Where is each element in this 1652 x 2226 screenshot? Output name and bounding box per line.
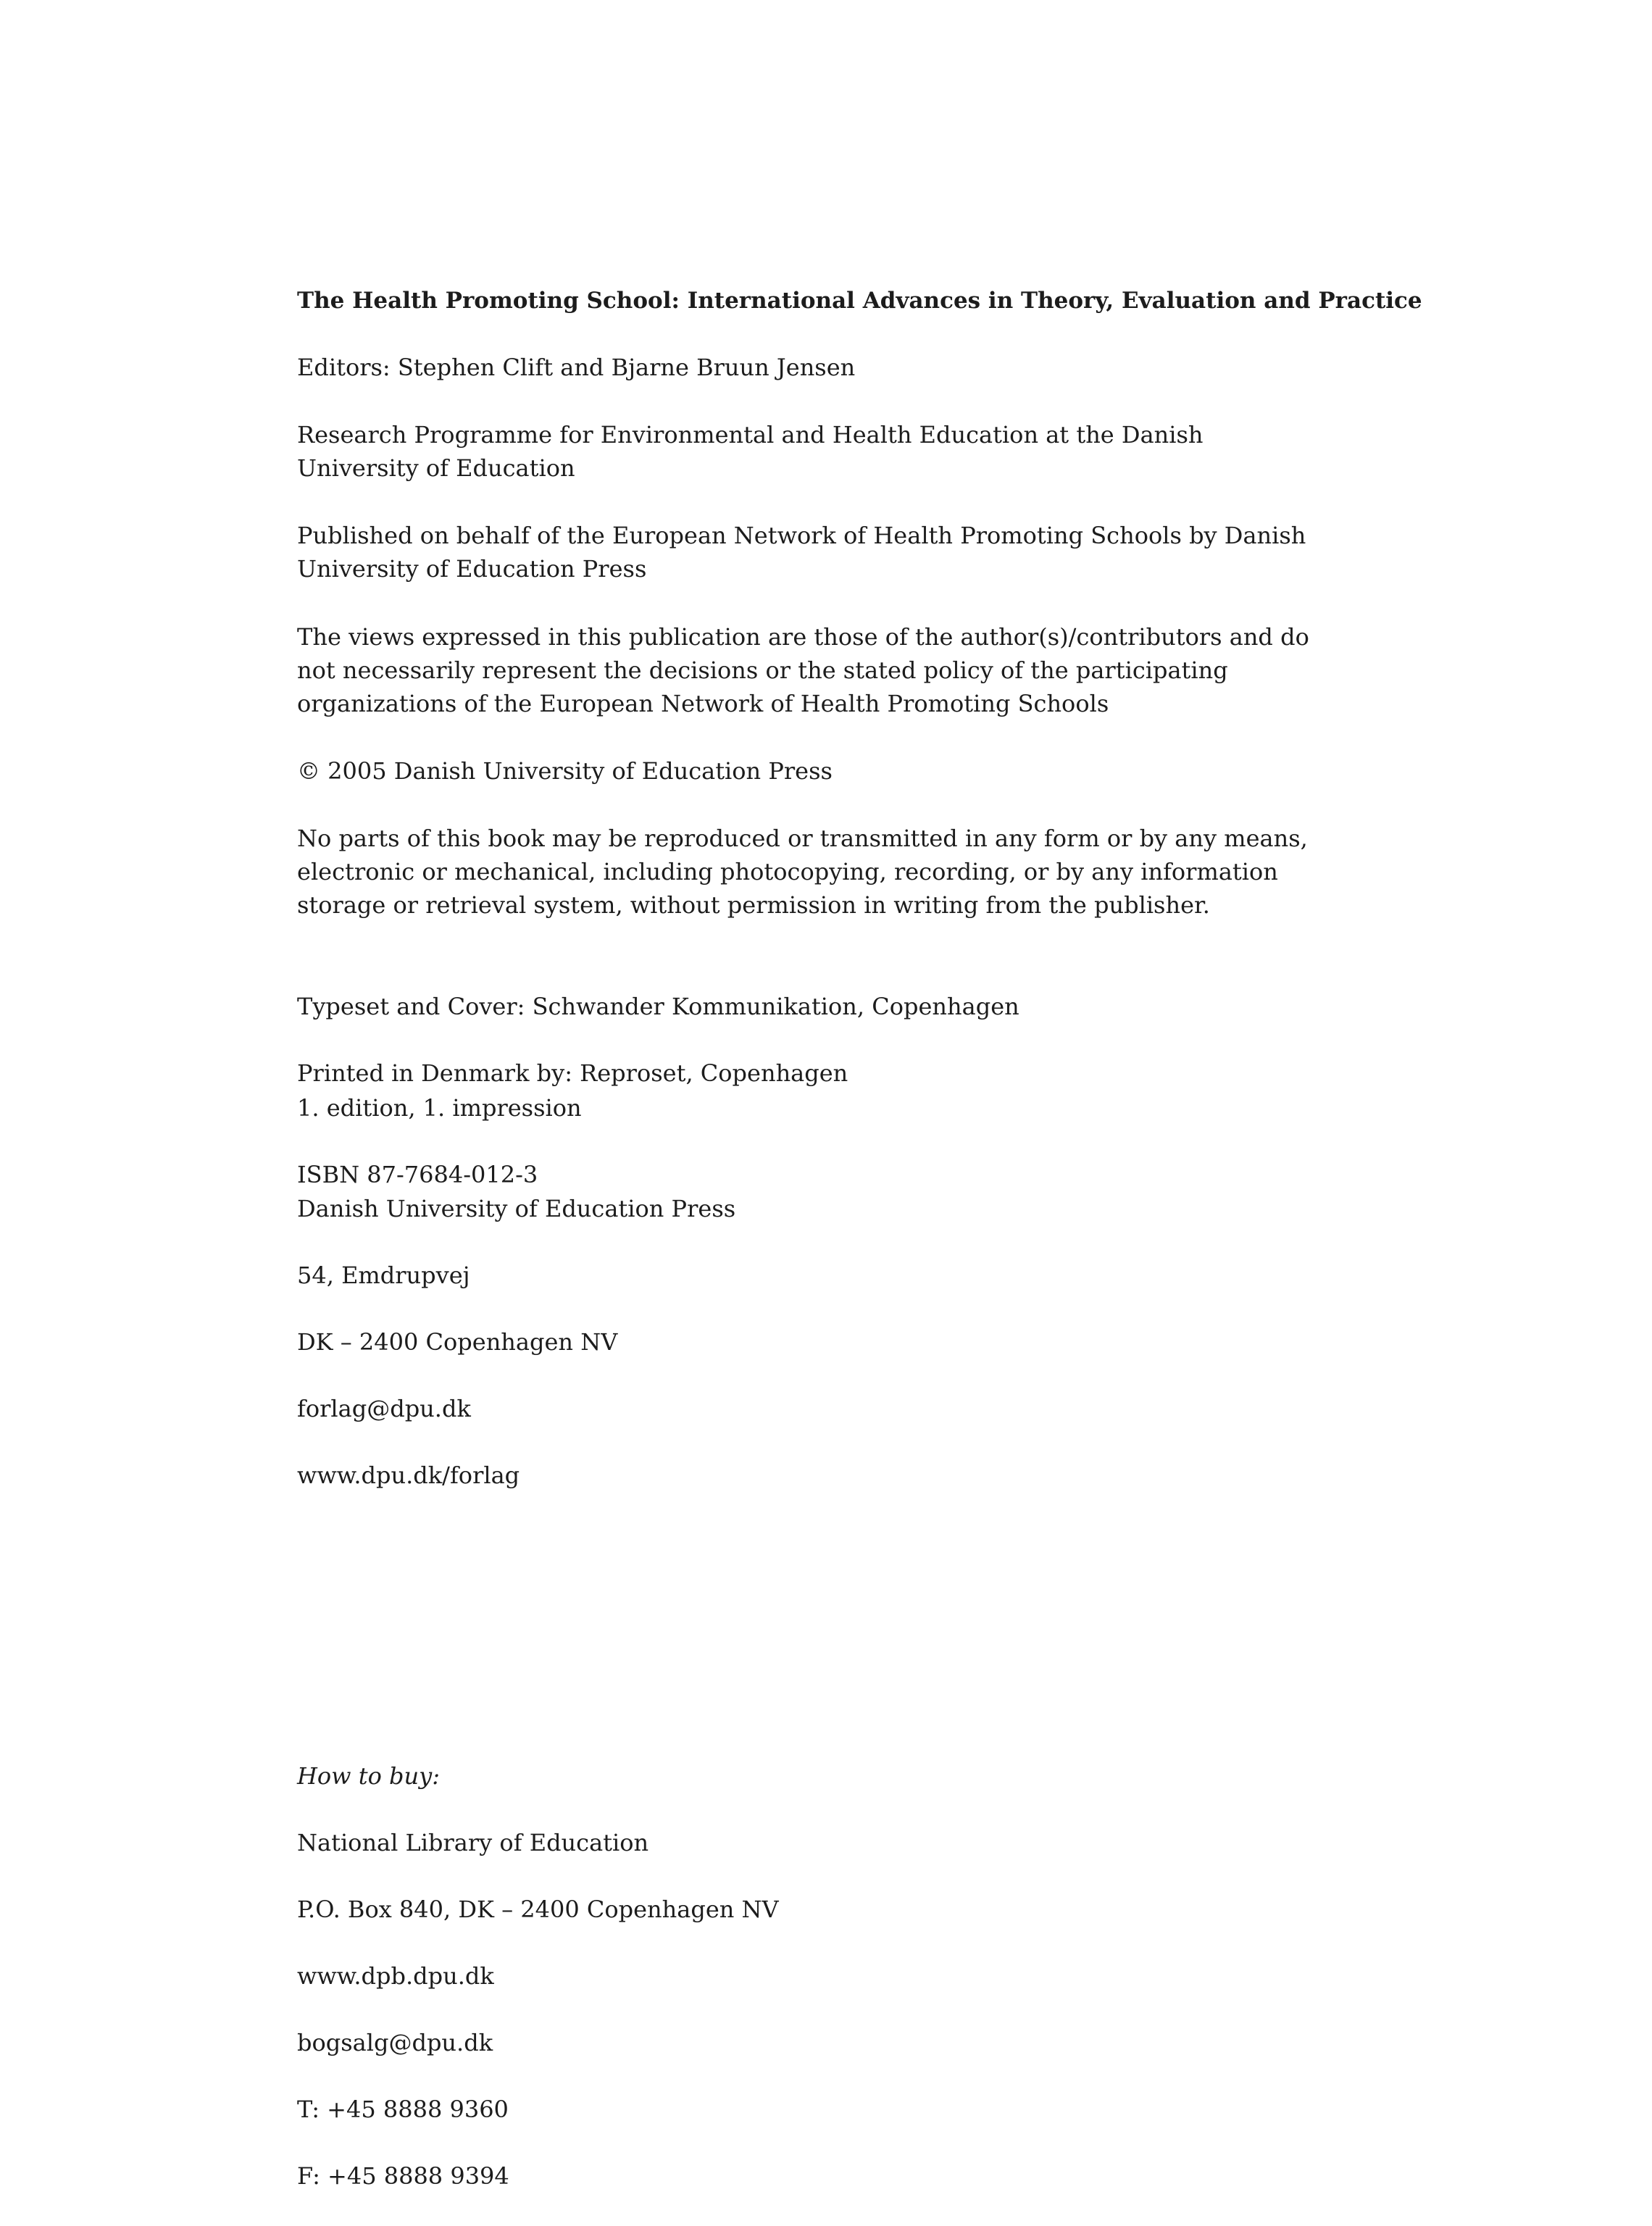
editors-line: Editors: Stephen Clift and Bjarne Bruun Jensen: [297, 354, 856, 381]
edition-line: 1. edition, 1. impression: [297, 1094, 582, 1122]
printer-line: Printed in Denmark by: Reproset, Copenhagen: [297, 1059, 848, 1087]
how-to-buy: [297, 1726, 1326, 2226]
isbn-line: ISBN 87-7684-012-3: [297, 1161, 538, 1188]
typeset-line: Typeset and Cover: Schwander Kommunikation, Copenhagen: [297, 993, 1019, 1020]
disclaimer: The views expressed in this publication are those of the author(s)/contributors and do not necessarily represent the decisions or the stated policy of the participating organizations of the European Network of Health Promoting Schools: [297, 623, 1309, 717]
publisher-name: Danish University of Education Press: [297, 1195, 736, 1222]
publisher-website: www.dpu.dk/forlag: [297, 1462, 520, 1489]
library-name: National Library of Education: [297, 1829, 649, 1856]
copyright-line: © 2005 Danish University of Education Press: [297, 757, 833, 785]
street-line: 54, Emdrupvej: [297, 1262, 470, 1289]
rights-notice: No parts of this book may be reproduced or transmitted in any form or by any means, electronic or mechanical, including photocopying, recording, or by any information storage or retrieval system, without permission in writing from the publisher.: [297, 825, 1308, 919]
publisher-statement: Published on behalf of the European Network of Health Promoting Schools by Danish University of Education Press: [297, 522, 1306, 583]
publisher-address: [297, 1159, 1326, 1525]
how-to-buy-heading: How to buy:: [297, 1762, 440, 1790]
fax-line: F: +45 8888 9394: [297, 2162, 509, 2190]
city-line: DK – 2400 Copenhagen NV: [297, 1328, 618, 1356]
library-email: bogsalg@dpu.dk: [297, 2029, 493, 2056]
library-website: www.dpb.dpu.dk: [297, 1962, 494, 1990]
library-address: P.O. Box 840, DK – 2400 Copenhagen NV: [297, 1896, 779, 1923]
book-title: The Health Promoting School: International Advances in Theory, Evaluation and Practice: [297, 288, 1422, 314]
telephone-line: T: +45 8888 9360: [297, 2096, 509, 2123]
publisher-email: forlag@dpu.dk: [297, 1395, 471, 1422]
research-programme: Research Programme for Environmental and Health Education at the Danish University of Education: [297, 421, 1203, 482]
